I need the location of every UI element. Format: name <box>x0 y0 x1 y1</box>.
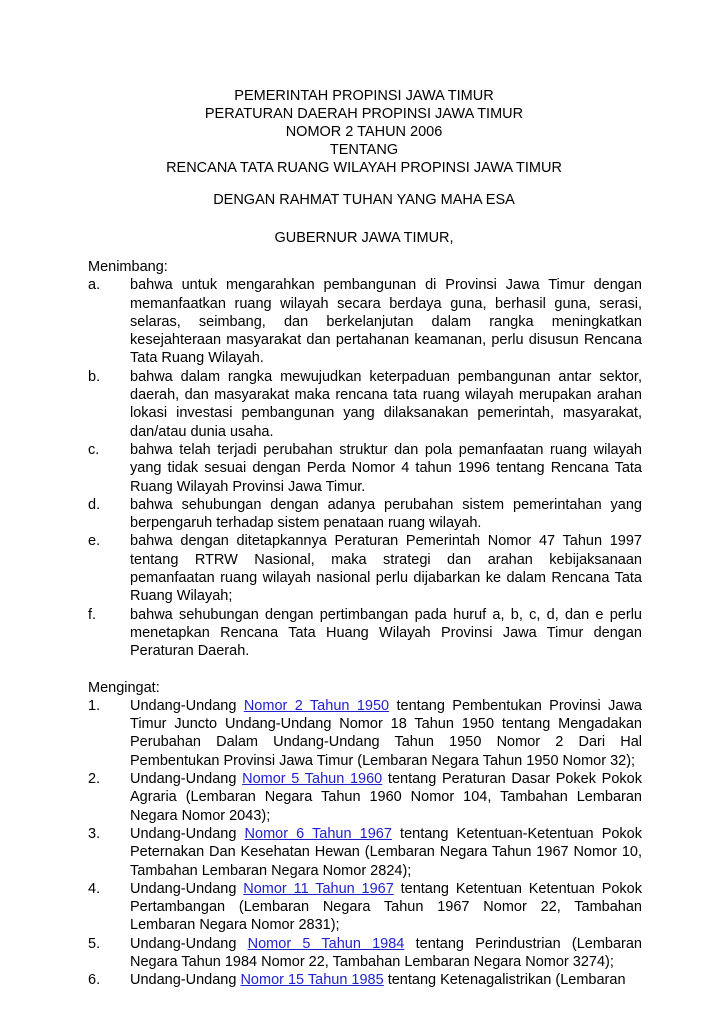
item-text: bahwa dengan ditetapkannya Peraturan Pemerintah Nomor 47 Tahun 1997 tentang RTRW Nasional, maka strategi dan arahan kebijaksanaan pemanfaatan ruang wilayah nasional perlu dijabarkan ke dalam Rencana Tata Ruang Wilayah; <box>130 533 642 605</box>
item-text-before: Undang-Undang <box>130 880 244 897</box>
item-text: bahwa sehubungan dengan adanya perubahan sistem pemerintahan yang berpengaruh terhadap sistem penataan ruang wilayah. <box>130 496 642 532</box>
menimbang-title: Menimbang: <box>88 259 168 275</box>
governor-line: GUBERNUR JAWA TIMUR, <box>274 230 454 246</box>
header-line-regulation: PERATURAN DAERAH PROPINSI JAWA TIMUR <box>204 106 524 122</box>
item-text-after: tentang Perindustrian (Lembaran Negara Tahun 1984 Nomor 22, Tambahan Lembaran Negara Nomor 3274); <box>130 935 642 970</box>
list-item <box>88 532 642 605</box>
item-text: bahwa sehubungan dengan pertimbangan pada huruf a, b, c, d, dan e perlu menetapkan Rencana Tata Huang Wilayah Provinsi Jawa Timur dengan Peraturan Daerah. <box>130 606 642 660</box>
header-line-government: PEMERINTAH PROPINSI JAWA TIMUR <box>234 88 494 104</box>
item-marker: 6. <box>88 972 101 989</box>
item-text-before: Undang-Undang <box>130 697 244 714</box>
blessing-line: DENGAN RAHMAT TUHAN YANG MAHA ESA <box>213 192 515 208</box>
item-marker: e. <box>88 533 101 550</box>
item-text-after: tentang Ketentuan-Ketentuan Pokok Peternakan Dan Kesehatan Hewan (Lembaran Negara Tahun 1967 Nomor 10, Tambahan Lembaran Negara Nomor 2824); <box>130 825 642 879</box>
law-number-link[interactable]: Nomor 2 Tahun 1950 <box>243 697 390 714</box>
item-text-after: tentang Peraturan Dasar Pokek Pokok Agraria (Lembaran Negara Tahun 1960 Nomor 104, Tambahan Lembaran Negara Nomor 2043); <box>130 771 642 824</box>
list-item <box>88 935 642 972</box>
item-marker: 4. <box>88 880 101 897</box>
item-marker: 3. <box>88 825 101 842</box>
item-marker: 1. <box>88 697 101 714</box>
list-item <box>88 971 642 989</box>
mengingat-title: Mengingat: <box>88 679 160 696</box>
law-number-link[interactable]: Nomor 6 Tahun 1967 <box>244 825 392 842</box>
item-text <box>130 697 642 770</box>
item-text: bahwa telah terjadi perubahan struktur dan pola pemanfaatan ruang wilayah yang tidak sesuai dengan Perda Nomor 4 tahun 1996 tentang Rencana Tata Ruang Wilayah Provinsi Jawa Timur. <box>130 441 642 495</box>
item-text <box>130 825 642 880</box>
list-item <box>88 880 642 935</box>
item-text-after: tentang Pembentukan Provinsi Jawa Timur Juncto Undang-Undang Nomor 18 Tahun 1950 tentang Mengadakan Perubahan Dalam Undang-Undang Tahun 1950 Nomor 2 Dari Hal Pembentukan Provinsi Jawa Timur (Lembaran Negara Tahun 1950 Nomor 32); <box>130 697 642 769</box>
list-item <box>88 276 642 367</box>
law-number-link[interactable]: Nomor 5 Tahun 1984 <box>247 935 405 952</box>
header-line-subject: RENCANA TATA RUANG WILAYAH PROPINSI JAWA TIMUR <box>166 160 562 176</box>
item-text <box>130 971 642 989</box>
item-text-after: tentang Ketentuan Ketentuan Pokok Pertambangan (Lembaran Negara Tahun 1967 Nomor 22, Tambahan Lembaran Negara Nomor 2831); <box>130 880 642 934</box>
item-text-after: tentang Ketenagalistrikan (Lembaran <box>383 972 626 989</box>
item-marker: d. <box>88 496 101 513</box>
list-item <box>88 825 642 880</box>
item-marker: c. <box>88 441 100 458</box>
item-text: bahwa dalam rangka mewujudkan keterpaduan pembangunan antar sektor, daerah, dan masyarakat maka rencana tata ruang wilayah merupakan arahan lokasi investasi pembangunan yang dilaksanakan pemerintah, masyarakat, dan/atau dunia usaha. <box>130 368 642 440</box>
item-text-before: Undang-Undang <box>130 825 245 842</box>
list-item <box>88 770 642 825</box>
item-text <box>130 880 642 935</box>
item-text <box>130 770 642 825</box>
item-text: bahwa untuk mengarahkan pembangunan di Provinsi Jawa Timur dengan memanfaatkan ruang wilayah secara berdaya guna, berhasil guna, serasi, selaras, seimbang, dan berkelanjutan dalam rangka meningkatkan kesejahteraan masyarakat dan pertahanan keamanan, perlu disusun Rencana Tata Ruang Wilayah. <box>130 277 642 367</box>
law-number-link[interactable]: Nomor 15 Tahun 1985 <box>240 972 384 989</box>
item-text-before: Undang-Undang <box>130 972 241 989</box>
item-marker: 5. <box>88 935 101 952</box>
item-marker: f. <box>88 606 97 623</box>
document-header <box>0 87 728 177</box>
menimbang-section <box>88 258 642 661</box>
item-text-before: Undang-Undang <box>130 771 243 788</box>
item-marker: a. <box>88 277 101 294</box>
item-marker: 2. <box>88 771 101 788</box>
document-body <box>88 258 642 990</box>
item-text <box>130 935 642 972</box>
item-marker: b. <box>88 368 101 385</box>
header-line-number: NOMOR 2 TAHUN 2006 <box>285 124 443 140</box>
list-item <box>88 697 642 770</box>
list-item <box>88 368 642 441</box>
list-item <box>88 441 642 496</box>
law-number-link[interactable]: Nomor 11 Tahun 1967 <box>243 880 394 897</box>
header-line-about: TENTANG <box>329 142 399 158</box>
mengingat-section <box>88 679 642 990</box>
law-number-link[interactable]: Nomor 5 Tahun 1960 <box>242 771 383 788</box>
list-item <box>88 496 642 533</box>
list-item <box>88 606 642 661</box>
item-text-before: Undang-Undang <box>130 935 248 952</box>
